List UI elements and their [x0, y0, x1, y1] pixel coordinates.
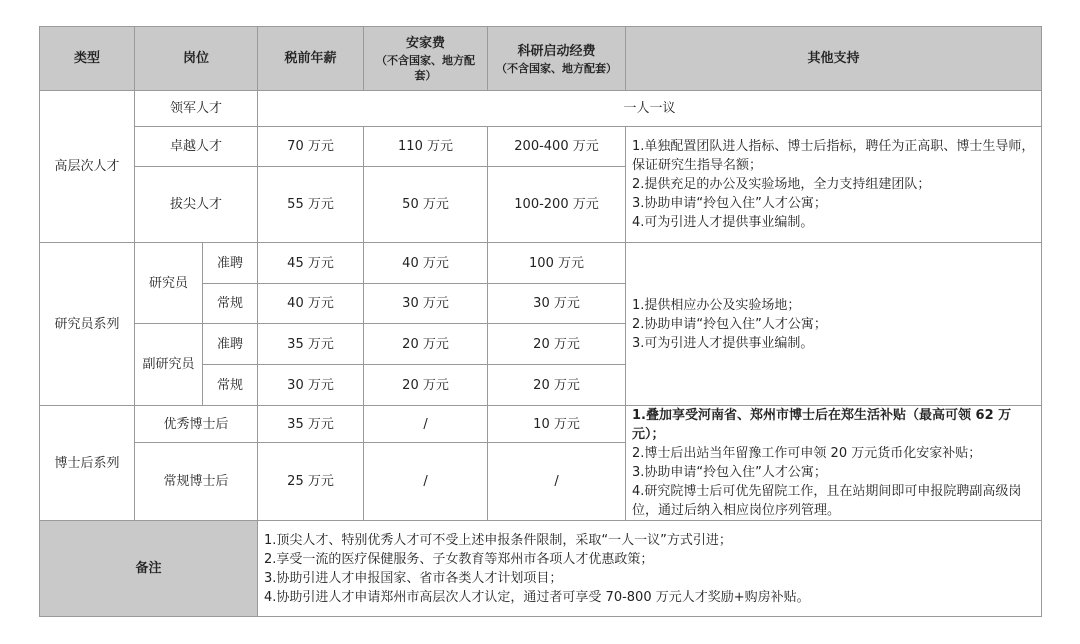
- support-item: 2.协助申请“拎包入住”人才公寓；: [632, 316, 827, 332]
- talent-policy-table-wrapper: [39, 26, 1041, 617]
- table-header-row: [40, 27, 1042, 91]
- category-high-level: 高层次人才: [40, 91, 135, 243]
- postdoc-excellent-salary: 35 万元: [258, 406, 364, 443]
- support-item: 2.提供充足的办公及实验场地，全力支持组建团队；: [632, 177, 931, 192]
- support-item: 2.博士后出站当年留豫工作可申领 20 万元货币化安家补贴；: [632, 446, 982, 461]
- top-housing: 50 万元: [364, 167, 488, 243]
- research-cell: 20 万元: [488, 324, 626, 365]
- leader-negotiable: 一人一议: [258, 91, 1042, 127]
- table-row: [40, 406, 1042, 443]
- table-row: [40, 127, 1042, 167]
- support-item: 4.研究院博士后可优先留院工作，且在站期间即可申报院聘副高级岗位，通过后纳入相应岗位序列管理。: [632, 484, 1022, 518]
- research-cell: 20 万元: [488, 365, 626, 406]
- support-item: 3.协助申请“拎包入住”人才公寓；: [632, 465, 827, 480]
- header-salary: 税前年薪: [258, 27, 364, 91]
- position-researcher: 研究员: [135, 243, 203, 324]
- header-housing-title: 安家费: [406, 36, 446, 51]
- top-salary: 55 万元: [258, 167, 364, 243]
- notes-row: [40, 521, 1042, 617]
- support-item: 1.叠加享受河南省、郑州市博士后在郑生活补贴（最高可领 62 万元）；: [632, 408, 1012, 442]
- housing-cell: 30 万元: [364, 284, 488, 324]
- position-leader: 领军人才: [135, 91, 258, 127]
- header-housing: [364, 27, 488, 91]
- support-item: 3.可为引进人才提供事业编制。: [632, 335, 814, 351]
- salary-cell: 30 万元: [258, 365, 364, 406]
- note-item: 3.协助引进人才申报国家、省市各类人才计划项目；: [264, 570, 563, 586]
- header-research-title: 科研启动经费: [517, 43, 596, 59]
- sub-position: 准聘: [203, 243, 258, 284]
- position-excellent: 卓越人才: [135, 127, 258, 167]
- header-other: 其他支持: [626, 27, 1042, 91]
- note-item: 2.享受一流的医疗保健服务、子女教育等郑州市各项人才优惠政策；: [264, 551, 654, 567]
- support-item: 1.提供相应办公及实验场地；: [632, 297, 801, 313]
- category-researcher: 研究员系列: [40, 243, 135, 406]
- postdoc-regular-housing: /: [364, 443, 488, 521]
- salary-cell: 35 万元: [258, 324, 364, 365]
- housing-cell: 40 万元: [364, 243, 488, 284]
- support-item: 4.可为引进人才提供事业编制。: [632, 215, 814, 230]
- category-postdoc: 博士后系列: [40, 406, 135, 521]
- postdoc-excellent-research: 10 万元: [488, 406, 626, 443]
- top-research: 100-200 万元: [488, 167, 626, 243]
- notes-label: 备注: [40, 521, 258, 617]
- excellent-housing: 110 万元: [364, 127, 488, 167]
- postdoc-excellent-housing: /: [364, 406, 488, 443]
- table-row: [40, 243, 1042, 284]
- researcher-support: [626, 243, 1042, 406]
- table-row: [40, 91, 1042, 127]
- note-item: 4.协助引进人才申请郑州市高层次人才认定，通过者可享受 70-800 万元人才奖励+购房补贴。: [264, 589, 810, 605]
- position-postdoc-excellent: 优秀博士后: [135, 406, 258, 443]
- position-associate: 副研究员: [135, 324, 203, 406]
- excellent-salary: 70 万元: [258, 127, 364, 167]
- notes-content: [258, 521, 1042, 617]
- support-item: 1.单独配置团队进人指标、博士后指标，聘任为正高职、博士生导师，保证研究生指导名额；: [632, 139, 1035, 173]
- position-postdoc-regular: 常规博士后: [135, 443, 258, 521]
- salary-cell: 45 万元: [258, 243, 364, 284]
- talent-policy-table: [39, 26, 1042, 617]
- salary-cell: 40 万元: [258, 284, 364, 324]
- excellent-research: 200-400 万元: [488, 127, 626, 167]
- postdoc-support: [626, 406, 1042, 521]
- header-research: [488, 27, 626, 91]
- header-position: 岗位: [135, 27, 258, 91]
- support-item: 3.协助申请“拎包入住”人才公寓；: [632, 196, 827, 211]
- sub-position: 常规: [203, 365, 258, 406]
- research-cell: 30 万元: [488, 284, 626, 324]
- high-level-support: [626, 127, 1042, 243]
- postdoc-regular-research: /: [488, 443, 626, 521]
- postdoc-regular-salary: 25 万元: [258, 443, 364, 521]
- header-research-sub: （不含国家、地方配套）: [496, 61, 618, 75]
- note-item: 1.顶尖人才、特别优秀人才可不受上述申报条件限制，采取“一人一议”方式引进；: [264, 532, 732, 548]
- housing-cell: 20 万元: [364, 324, 488, 365]
- header-type: 类型: [40, 27, 135, 91]
- sub-position: 常规: [203, 284, 258, 324]
- housing-cell: 20 万元: [364, 365, 488, 406]
- research-cell: 100 万元: [488, 243, 626, 284]
- header-housing-sub: （不含国家、地方配套）: [376, 54, 476, 82]
- position-top: 拔尖人才: [135, 167, 258, 243]
- sub-position: 准聘: [203, 324, 258, 365]
